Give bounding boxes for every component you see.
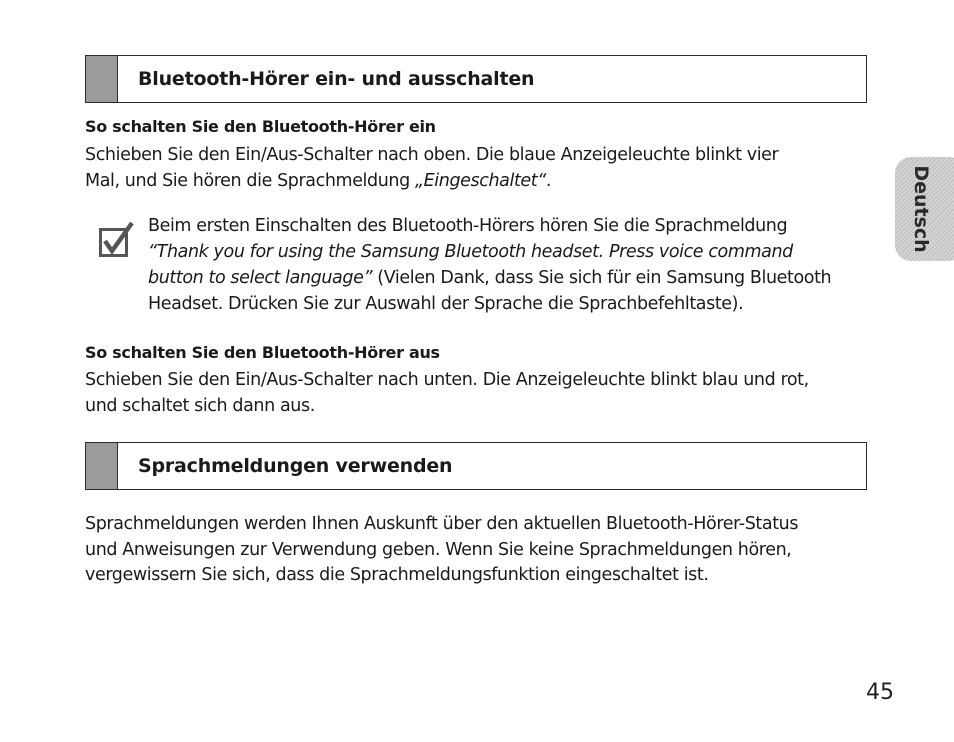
note-box — [148, 213, 868, 317]
paragraph-line: und Anweisungen zur Verwendung geben. Wenn Sie keine Sprachmeldungen hören, — [85, 539, 792, 560]
quoted-message: „Eingeschaltet“ — [414, 170, 546, 191]
quoted-message: “Thank you for using the Samsung Bluetooth headset. Press voice command — [148, 242, 793, 262]
section-header-marker — [86, 56, 118, 102]
paragraph-turn-off — [85, 368, 875, 419]
note-line — [148, 239, 868, 265]
language-tab-label: Deutsch — [910, 165, 932, 253]
checkbox-check-icon — [99, 221, 135, 257]
text-span: Mal, und Sie hören die Sprachmeldung — [85, 170, 415, 191]
text-span: (Vielen Dank, dass Sie sich für ein Samsung Bluetooth — [372, 268, 832, 288]
paragraph-voice-prompts — [85, 512, 875, 589]
paragraph-line: Sprachmeldungen werden Ihnen Auskunft über den aktuellen Bluetooth-Hörer-Status — [85, 514, 799, 534]
section-header-power — [85, 55, 867, 103]
paragraph-line: Schieben Sie den Ein/Aus-Schalter nach oben. Die blaue Anzeigeleuchte blinkt vier — [85, 145, 779, 165]
note-line: Beim ersten Einschalten des Bluetooth-Hörers hören Sie die Sprachmeldung — [148, 216, 788, 236]
subheading-turn-off: So schalten Sie den Bluetooth-Hörer aus — [85, 343, 440, 362]
subheading-turn-on: So schalten Sie den Bluetooth-Hörer ein — [85, 117, 436, 136]
paragraph-line: vergewissern Sie sich, dass die Sprachmeldungsfunktion eingeschaltet ist. — [85, 565, 709, 585]
quoted-message: button to select language” — [148, 268, 373, 288]
section-header-voice-prompts — [85, 442, 867, 490]
section-title: Bluetooth-Hörer ein- und ausschalten — [138, 68, 535, 90]
paragraph-line: und schaltet sich dann aus. — [85, 395, 315, 416]
section-title: Sprachmeldungen verwenden — [138, 455, 453, 477]
paragraph-line — [85, 169, 875, 195]
paragraph-line: Schieben Sie den Ein/Aus-Schalter nach unten. Die Anzeigeleuchte blinkt blau und rot, — [85, 370, 809, 390]
section-header-marker — [86, 443, 118, 489]
paragraph-turn-on — [85, 143, 875, 194]
text-span: . — [545, 170, 552, 191]
page-number: 45 — [866, 680, 894, 705]
note-line: Headset. Drücken Sie zur Auswahl der Sprache die Sprachbefehltaste). — [148, 294, 744, 314]
note-line — [148, 265, 868, 291]
